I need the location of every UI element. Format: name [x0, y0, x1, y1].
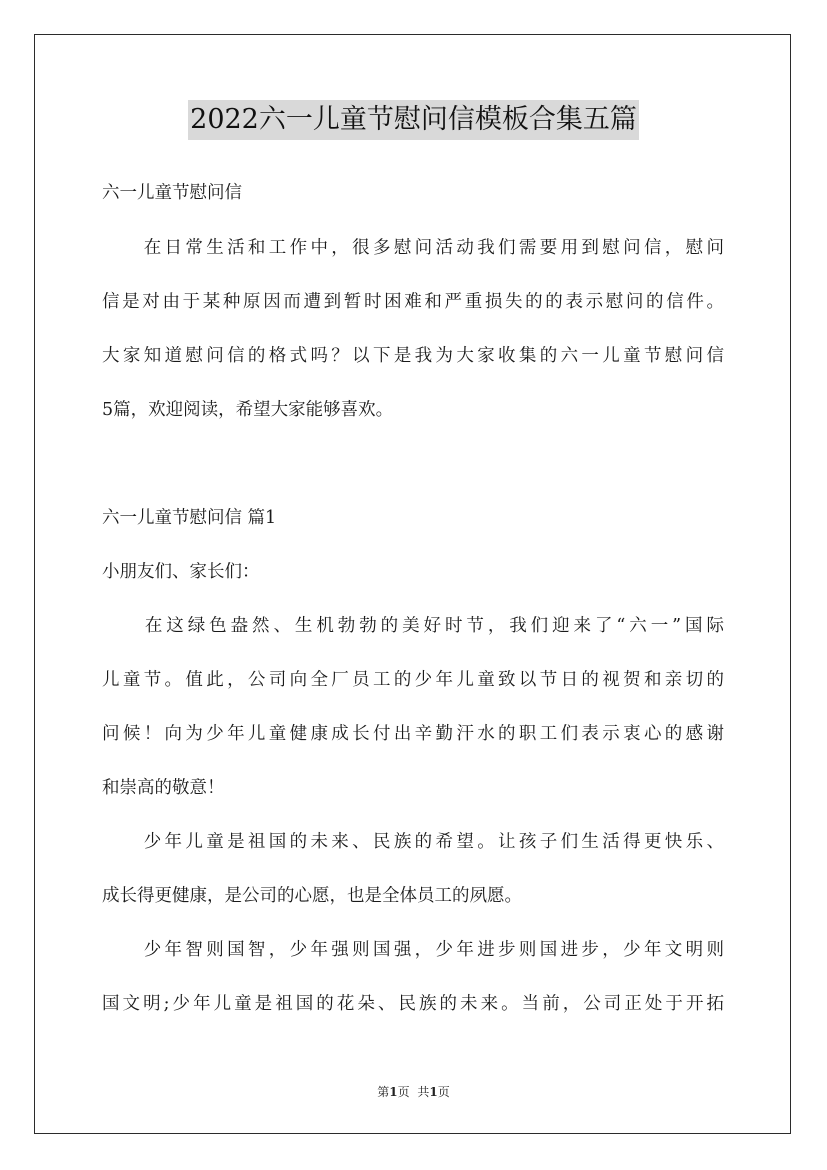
- paragraph-line: 儿童节。值此，公司向全厂员工的少年儿童致以节日的视贺和亲切的: [102, 670, 724, 690]
- paragraph-line: 少年儿童是祖国的未来、民族的希望。让孩子们生活得更快乐、: [102, 832, 724, 852]
- page-label-suffix: 页: [397, 1085, 410, 1099]
- paragraph-line: 5篇，欢迎阅读，希望大家能够喜欢。: [102, 400, 394, 420]
- paragraph-line: 成长得更健康，是公司的心愿，也是全体员工的夙愿。: [102, 886, 522, 906]
- page-number: 1: [389, 1085, 398, 1099]
- total-label-prefix: 共: [417, 1085, 430, 1099]
- page-label-prefix: 第: [377, 1085, 390, 1099]
- salutation: 小朋友们、家长们：: [102, 562, 260, 582]
- paragraph-line: 国文明;少年儿童是祖国的花朵、民族的未来。当前，公司正处于开拓: [102, 994, 724, 1014]
- paragraph-line: 少年智则国智，少年强则国强，少年进步则国进步，少年文明则: [102, 940, 724, 960]
- paragraph-line: 问候！向为少年儿童健康成长付出辛勤汗水的职工们表示衷心的感谢: [102, 724, 724, 744]
- document-title: 2022六一儿童节慰问信模板合集五篇: [188, 100, 639, 140]
- paragraph-line: 信是对由于某种原因而遭到暂时困难和严重损失的的表示慰问的信件。: [102, 292, 724, 312]
- section-heading: 六一儿童节慰问信: [102, 183, 242, 203]
- total-pages: 1: [429, 1085, 438, 1099]
- paragraph-line: 在这绿色盎然、生机勃勃的美好时节，我们迎来了“六一”国际: [102, 616, 724, 636]
- paragraph-line: 在日常生活和工作中，很多慰问活动我们需要用到慰问信，慰问: [102, 238, 724, 258]
- total-label-suffix: 页: [437, 1085, 450, 1099]
- paragraph-line: 和崇高的敬意！: [102, 778, 225, 798]
- page-footer: [0, 1083, 827, 1101]
- section-heading: 六一儿童节慰问信 篇1: [102, 508, 277, 528]
- title-container: [0, 100, 827, 140]
- paragraph-line: 大家知道慰问信的格式吗？以下是我为大家收集的六一儿童节慰问信: [102, 346, 724, 366]
